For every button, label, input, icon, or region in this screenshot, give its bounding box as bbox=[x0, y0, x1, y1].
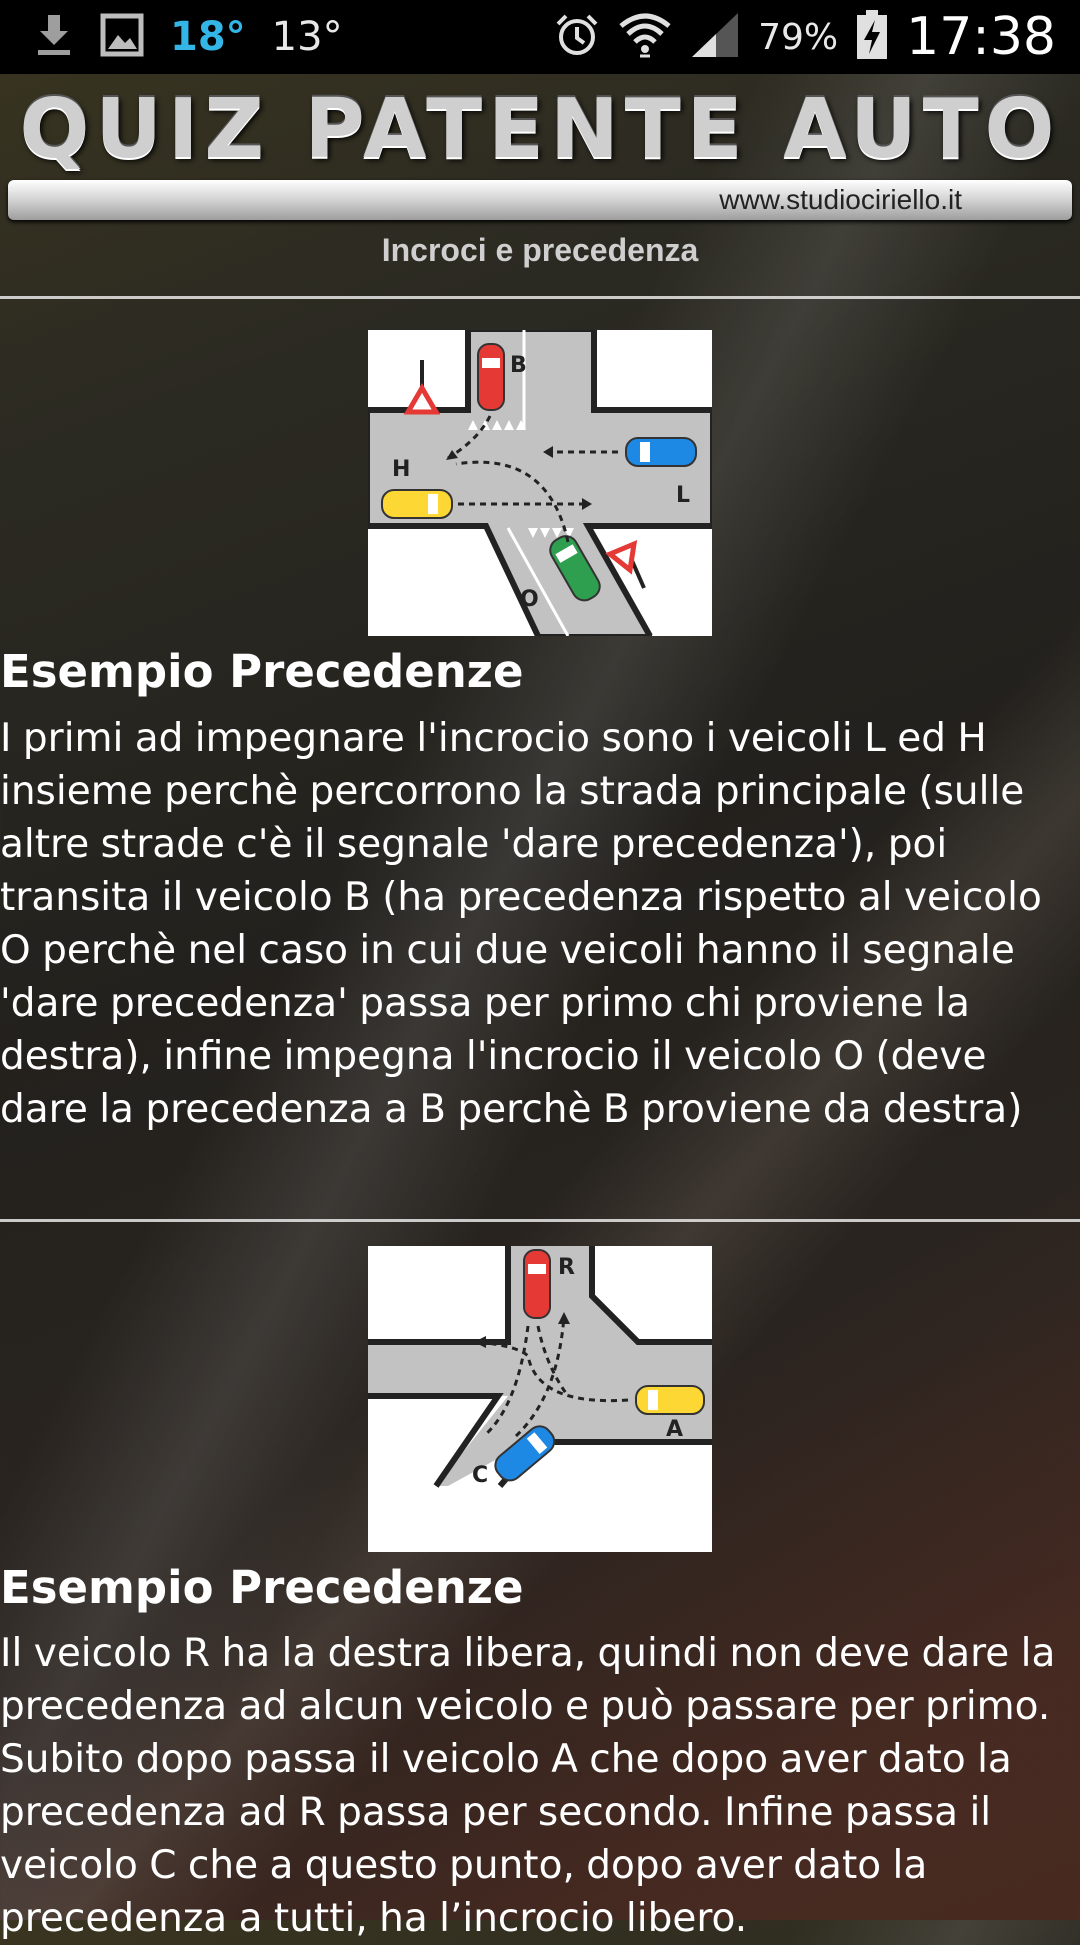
download-icon bbox=[34, 13, 74, 61]
vehicle-label-a: A bbox=[666, 1417, 684, 1442]
website-banner[interactable] bbox=[8, 180, 1072, 220]
status-bar bbox=[0, 0, 1080, 74]
image-icon bbox=[100, 13, 144, 61]
vehicle-label-r: R bbox=[558, 1255, 575, 1280]
vehicle-label-o: O bbox=[520, 587, 539, 612]
clock: 17:38 bbox=[906, 7, 1056, 67]
vehicle-label-l: L bbox=[676, 483, 691, 508]
battery-charging-icon bbox=[856, 10, 888, 64]
divider bbox=[0, 296, 1080, 299]
intersection-diagram-1 bbox=[368, 330, 712, 636]
example-title-2: Esempio Precedenze bbox=[0, 1561, 524, 1614]
example-text-1: I primi ad impegnare l'incrocio sono i veicoli L ed H insieme perchè percorrono la strada principale (sulle altre strade c'è il segnale 'dare precedenza'), poi transita il veicolo B (ha precedenza rispetto al veicolo O perchè nel caso in cui due veicoli hanno il segnale 'dare precedenza' passa per primo chi proviene la destra), infine impegna l'incrocio il veicolo O (deve dare la precedenza a B perchè B proviene da destra) bbox=[0, 716, 1042, 1132]
website-url[interactable]: www.studiociriello.it bbox=[719, 184, 962, 215]
weather-temperature-secondary: 13° bbox=[271, 14, 343, 60]
section-title: Incroci e precedenza bbox=[381, 232, 699, 268]
battery-percentage: 79% bbox=[758, 16, 839, 58]
weather-temperature-primary: 18° bbox=[170, 14, 246, 60]
intersection-diagram-2 bbox=[368, 1246, 712, 1552]
wifi-icon bbox=[618, 10, 672, 64]
divider bbox=[0, 1219, 1080, 1222]
signal-icon bbox=[690, 11, 740, 63]
app-title: QUIZ PATENTE AUTO bbox=[19, 82, 1061, 177]
vehicle-label-h: H bbox=[392, 457, 411, 482]
example-text-2: Il veicolo R ha la destra libera, quindi non deve dare la precedenza ad alcun veicolo e può passare per primo. Subito dopo passa il veicolo A che dopo aver dato la precedenza ad R passa per secondo. Infine passa il veicolo C che a questo punto, dopo aver dato la precedenza a tutti, ha l’incrocio libero. bbox=[0, 1631, 1056, 1941]
example-title-1: Esempio Precedenze bbox=[0, 645, 524, 698]
alarm-icon bbox=[554, 12, 600, 62]
vehicle-label-c: C bbox=[472, 1463, 489, 1488]
vehicle-label-b: B bbox=[510, 353, 527, 378]
